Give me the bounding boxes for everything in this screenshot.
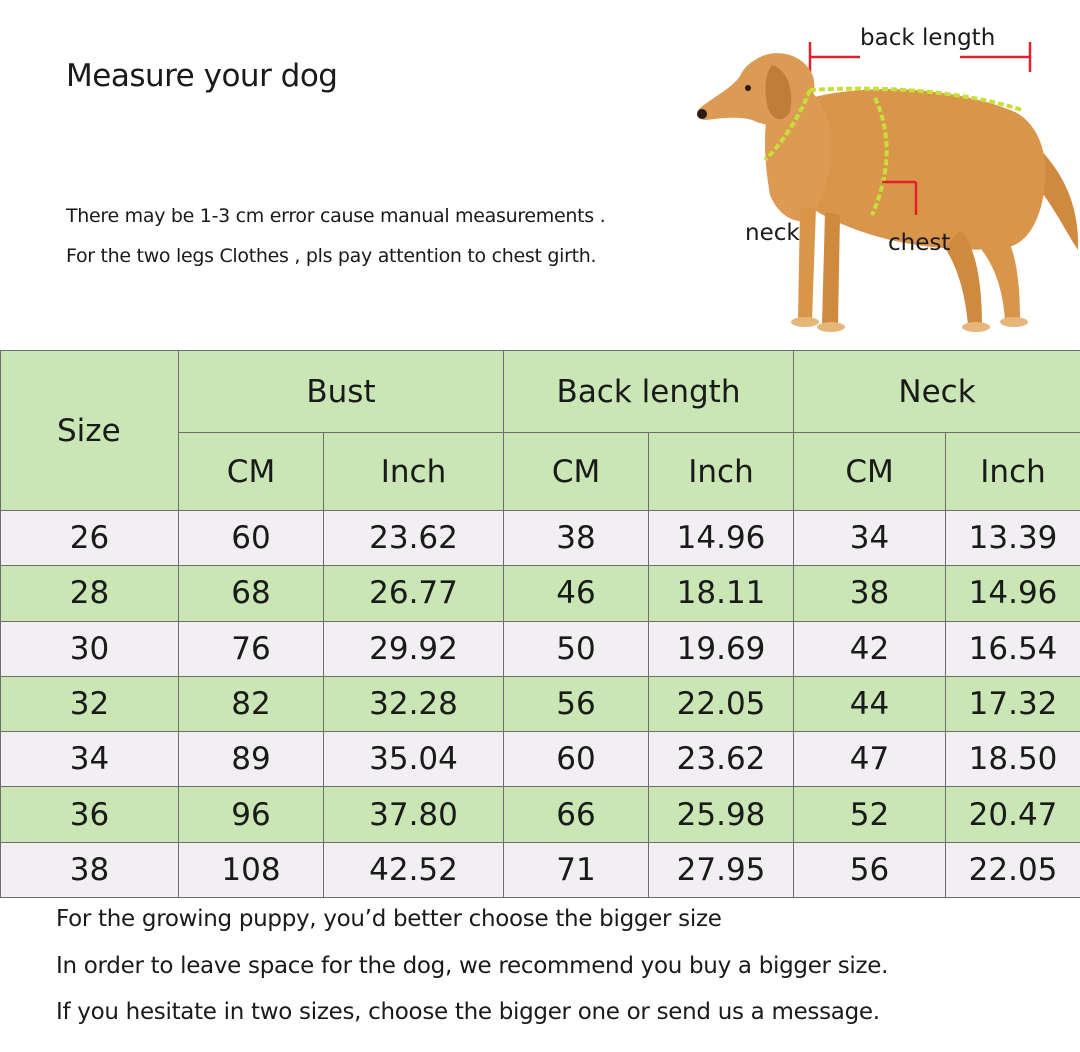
bust-cm-header: CM (179, 433, 324, 511)
back-length-cm-cell: 60 (504, 732, 649, 787)
bust-inch-header: Inch (324, 433, 504, 511)
bust-inch-cell: 37.80 (324, 787, 504, 842)
back-length-cm-cell: 46 (504, 566, 649, 621)
size-cell: 30 (1, 621, 179, 676)
back-length-cm-cell: 66 (504, 787, 649, 842)
table-row (1, 511, 1080, 566)
neck-inch-cell: 20.47 (946, 787, 1080, 842)
size-cell: 36 (1, 787, 179, 842)
back-length-cm-header: CM (504, 433, 649, 511)
bust-cm-cell: 68 (179, 566, 324, 621)
size-cell: 26 (1, 511, 179, 566)
size-chart-table (0, 350, 1080, 898)
bust-inch-cell: 35.04 (324, 732, 504, 787)
table-row (1, 676, 1080, 731)
table-row (1, 787, 1080, 842)
size-chart-body (1, 511, 1080, 898)
neck-inch-header: Inch (946, 433, 1080, 511)
back-length-inch-header: Inch (649, 433, 794, 511)
neck-cm-cell: 44 (794, 676, 946, 731)
back-length-label: back length (860, 25, 996, 51)
neck-cm-cell: 52 (794, 787, 946, 842)
neck-cm-cell: 42 (794, 621, 946, 676)
page-title: Measure your dog (66, 58, 338, 94)
back-length-cm-cell: 38 (504, 511, 649, 566)
back-length-inch-cell: 19.69 (649, 621, 794, 676)
back-length-inch-cell: 18.11 (649, 566, 794, 621)
back-length-cm-cell: 50 (504, 621, 649, 676)
back-length-group-header: Back length (504, 351, 794, 433)
table-row (1, 621, 1080, 676)
chest-label: chest (888, 230, 951, 256)
back-length-inch-cell: 23.62 (649, 732, 794, 787)
dog-measurement-diagram (660, 20, 1080, 340)
bust-cm-cell: 89 (179, 732, 324, 787)
neck-cm-cell: 34 (794, 511, 946, 566)
dog-body (697, 53, 1078, 332)
measurement-note: There may be 1-3 cm error cause manual measurements . (66, 205, 606, 227)
bust-cm-cell: 108 (179, 842, 324, 897)
back-length-inch-cell: 25.98 (649, 787, 794, 842)
bust-cm-cell: 60 (179, 511, 324, 566)
size-cell: 34 (1, 732, 179, 787)
neck-cm-cell: 47 (794, 732, 946, 787)
bust-cm-cell: 96 (179, 787, 324, 842)
hesitate-sizes-note: If you hesitate in two sizes, choose the bigger one or send us a message. (56, 999, 880, 1025)
chest-girth-note: For the two legs Clothes , pls pay attention to chest girth. (66, 245, 597, 267)
neck-inch-cell: 22.05 (946, 842, 1080, 897)
neck-inch-cell: 17.32 (946, 676, 1080, 731)
dog-illustration (660, 20, 1080, 340)
back-length-inch-cell: 14.96 (649, 511, 794, 566)
neck-inch-cell: 14.96 (946, 566, 1080, 621)
bust-cm-cell: 82 (179, 676, 324, 731)
table-row (1, 566, 1080, 621)
space-recommendation-note: In order to leave space for the dog, we recommend you buy a bigger size. (56, 953, 889, 979)
table-row (1, 842, 1080, 897)
table-row (1, 732, 1080, 787)
growing-puppy-note: For the growing puppy, you’d better choose the bigger size (56, 906, 722, 932)
bust-cm-cell: 76 (179, 621, 324, 676)
back-length-cm-cell: 56 (504, 676, 649, 731)
bust-inch-cell: 23.62 (324, 511, 504, 566)
bust-inch-cell: 42.52 (324, 842, 504, 897)
bust-inch-cell: 26.77 (324, 566, 504, 621)
size-cell: 38 (1, 842, 179, 897)
neck-cm-cell: 56 (794, 842, 946, 897)
bust-group-header: Bust (179, 351, 504, 433)
neck-inch-cell: 13.39 (946, 511, 1080, 566)
size-cell: 32 (1, 676, 179, 731)
neck-cm-header: CM (794, 433, 946, 511)
neck-label: neck (745, 220, 800, 246)
size-column-header: Size (1, 351, 179, 511)
neck-cm-cell: 38 (794, 566, 946, 621)
bust-inch-cell: 32.28 (324, 676, 504, 731)
neck-group-header: Neck (794, 351, 1080, 433)
back-length-inch-cell: 22.05 (649, 676, 794, 731)
size-cell: 28 (1, 566, 179, 621)
back-length-inch-cell: 27.95 (649, 842, 794, 897)
neck-inch-cell: 16.54 (946, 621, 1080, 676)
bust-inch-cell: 29.92 (324, 621, 504, 676)
back-length-cm-cell: 71 (504, 842, 649, 897)
neck-inch-cell: 18.50 (946, 732, 1080, 787)
